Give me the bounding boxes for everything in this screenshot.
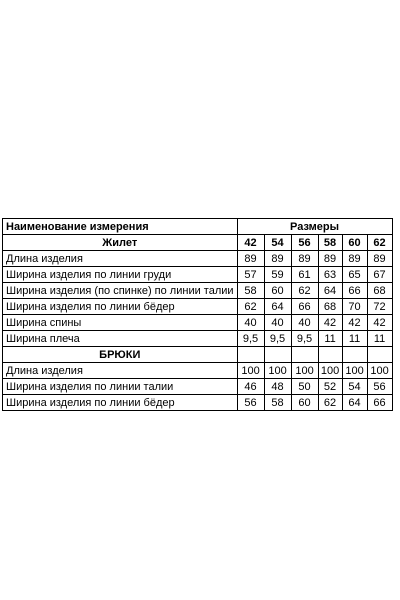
measurement-value: 89 <box>291 251 318 267</box>
measurement-name: Длина изделия <box>3 251 238 267</box>
empty-cell <box>342 347 367 363</box>
measurement-value: 66 <box>291 299 318 315</box>
measurement-value: 68 <box>367 283 392 299</box>
measurement-value: 60 <box>264 283 291 299</box>
measurement-value: 46 <box>237 379 264 395</box>
empty-cell <box>318 347 342 363</box>
measurement-value: 72 <box>367 299 392 315</box>
measurement-value: 89 <box>342 251 367 267</box>
size-label: 54 <box>264 235 291 251</box>
measurement-value: 66 <box>367 395 392 411</box>
measurement-value: 100 <box>237 363 264 379</box>
size-label: 60 <box>342 235 367 251</box>
measurement-name: Ширина изделия по линии талии <box>3 379 238 395</box>
measurement-value: 40 <box>237 315 264 331</box>
measurement-value: 40 <box>291 315 318 331</box>
measurement-name: Ширина плеча <box>3 331 238 347</box>
size-chart-table <box>2 218 393 411</box>
measurement-value: 60 <box>291 395 318 411</box>
vest-measurement-row <box>3 315 393 331</box>
measurement-value: 9,5 <box>264 331 291 347</box>
measurement-value: 64 <box>264 299 291 315</box>
measurement-value: 100 <box>367 363 392 379</box>
vest-measurement-row <box>3 299 393 315</box>
vest-measurement-row <box>3 251 393 267</box>
measurement-value: 58 <box>237 283 264 299</box>
measurement-value: 64 <box>318 283 342 299</box>
measurement-name: Длина изделия <box>3 363 238 379</box>
measurement-name: Ширина спины <box>3 315 238 331</box>
measurement-name: Ширина изделия по линии груди <box>3 267 238 283</box>
trousers-measurement-row <box>3 379 393 395</box>
measurement-value: 42 <box>318 315 342 331</box>
size-label: 62 <box>367 235 392 251</box>
measurement-value: 70 <box>342 299 367 315</box>
measurement-value: 67 <box>367 267 392 283</box>
measurement-value: 89 <box>367 251 392 267</box>
empty-cell <box>237 347 264 363</box>
measurement-value: 40 <box>264 315 291 331</box>
measurement-value: 89 <box>237 251 264 267</box>
size-label: 58 <box>318 235 342 251</box>
measurement-value: 59 <box>264 267 291 283</box>
trousers-section-row <box>3 347 393 363</box>
measurement-value: 56 <box>367 379 392 395</box>
sizes-header: Размеры <box>237 219 392 235</box>
trousers-section-title: БРЮКИ <box>3 347 238 363</box>
measurement-value: 9,5 <box>291 331 318 347</box>
measurement-value: 62 <box>237 299 264 315</box>
vest-section-title: Жилет <box>3 235 238 251</box>
empty-cell <box>291 347 318 363</box>
measurement-value: 100 <box>318 363 342 379</box>
measurement-value: 42 <box>342 315 367 331</box>
measurement-value: 52 <box>318 379 342 395</box>
trousers-measurement-row <box>3 363 393 379</box>
measurement-value: 100 <box>291 363 318 379</box>
header-row <box>3 219 393 235</box>
measurement-value: 50 <box>291 379 318 395</box>
measurement-value: 11 <box>342 331 367 347</box>
measurement-value: 48 <box>264 379 291 395</box>
measurement-value: 54 <box>342 379 367 395</box>
measurement-name-header: Наименование измерения <box>3 219 238 235</box>
measurement-value: 100 <box>342 363 367 379</box>
measurement-name: Ширина изделия по линии бёдер <box>3 395 238 411</box>
empty-cell <box>367 347 392 363</box>
trousers-measurement-row <box>3 395 393 411</box>
measurement-value: 89 <box>318 251 342 267</box>
measurement-value: 66 <box>342 283 367 299</box>
empty-cell <box>264 347 291 363</box>
vest-measurement-row <box>3 331 393 347</box>
measurement-name: Ширина изделия по линии бёдер <box>3 299 238 315</box>
measurement-value: 11 <box>367 331 392 347</box>
measurement-value: 57 <box>237 267 264 283</box>
measurement-value: 89 <box>264 251 291 267</box>
measurement-name: Ширина изделия (по спинке) по линии талии <box>3 283 238 299</box>
vest-measurement-row <box>3 267 393 283</box>
measurement-value: 58 <box>264 395 291 411</box>
measurement-value: 65 <box>342 267 367 283</box>
vest-section-row <box>3 235 393 251</box>
vest-measurement-row <box>3 283 393 299</box>
measurement-value: 62 <box>318 395 342 411</box>
measurement-value: 9,5 <box>237 331 264 347</box>
measurement-value: 62 <box>291 283 318 299</box>
size-label: 56 <box>291 235 318 251</box>
measurement-value: 11 <box>318 331 342 347</box>
measurement-value: 42 <box>367 315 392 331</box>
measurement-value: 63 <box>318 267 342 283</box>
measurement-value: 100 <box>264 363 291 379</box>
measurement-value: 64 <box>342 395 367 411</box>
measurement-value: 61 <box>291 267 318 283</box>
size-label: 42 <box>237 235 264 251</box>
measurement-value: 68 <box>318 299 342 315</box>
measurement-value: 56 <box>237 395 264 411</box>
